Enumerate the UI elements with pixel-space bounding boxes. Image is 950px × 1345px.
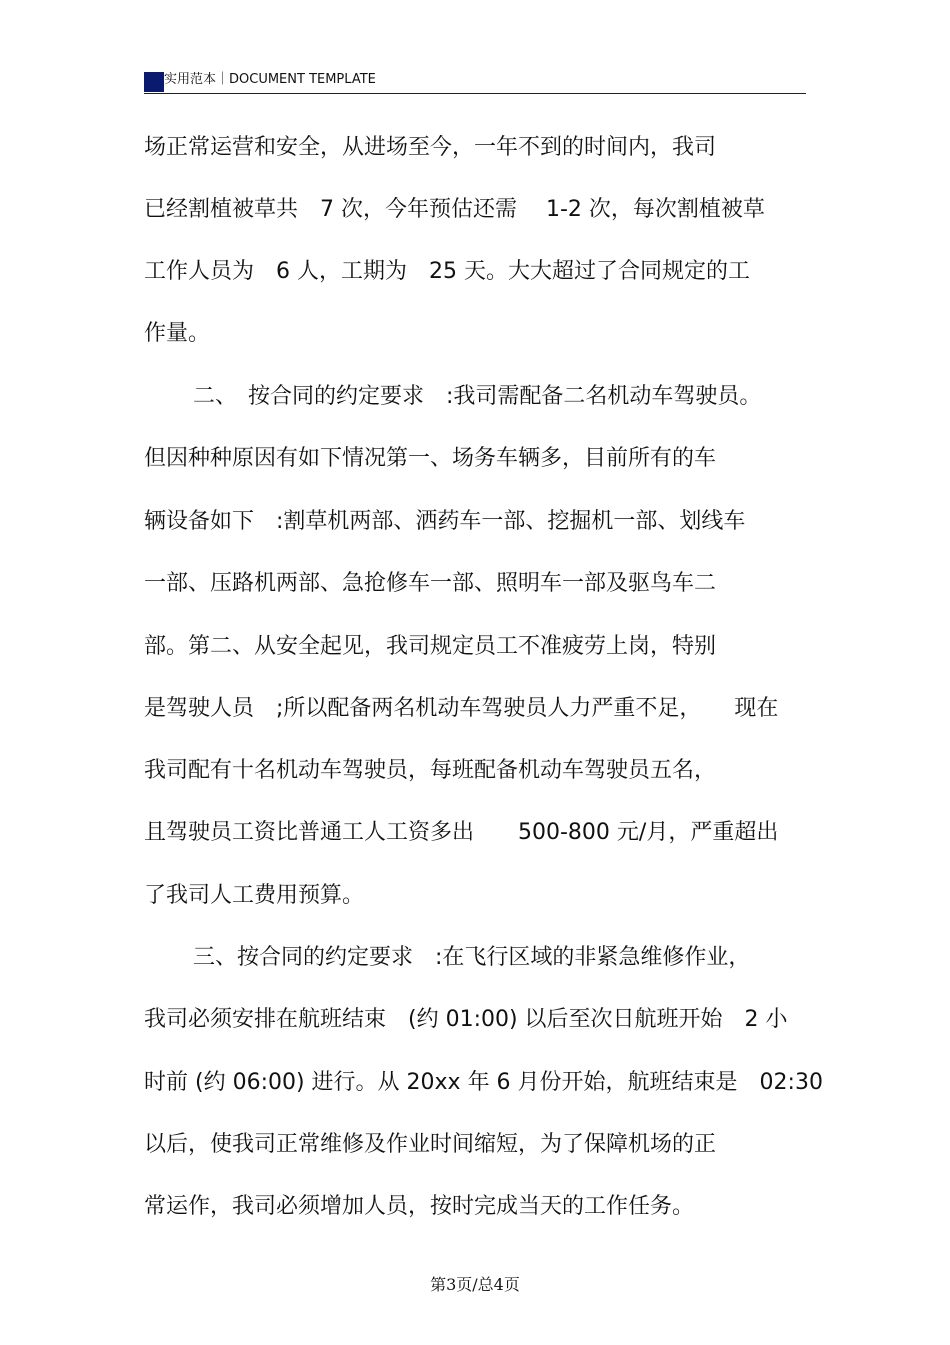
- body-line-1: 场正常运营和安全，从进场至今，一年不到的时间内，我司: [144, 135, 717, 160]
- body-line-18: 常运作，我司必须增加人员，按时完成当天的工作任务。: [144, 1194, 695, 1219]
- body-line-9: 部。第二、从安全起见，我司规定员工不准疲劳上岗，特别: [144, 634, 717, 659]
- body-line-5: 二、 按合同的约定要求 :我司需配备二名机动车驾驶员。: [193, 384, 762, 409]
- body-line-8: 一部、压路机两部、急抢修车一部、照明车一部及驱鸟车二: [144, 571, 717, 596]
- body-line-2: 已经割植被草共 7 次，今年预估还需 1-2 次，每次割植被草: [144, 197, 765, 222]
- body-line-16: 时前 (约 06:00) 进行。从 20xx 年 6 月份开始，航班结束是 02:30: [144, 1070, 823, 1095]
- body-line-17: 以后，使我司正常维修及作业时间缩短，为了保障机场的正: [144, 1132, 717, 1157]
- header-logo-square: [144, 72, 164, 92]
- body-line-6: 但因种种原因有如下情况第一、场务车辆多，目前所有的车: [144, 446, 717, 471]
- header-title: 实用范本｜DOCUMENT TEMPLATE: [164, 72, 376, 87]
- body-line-10: 是驾驶人员 ;所以配备两名机动车驾驶员人力严重不足， 现在: [144, 696, 779, 721]
- body-line-15: 我司必须安排在航班结束 (约 01:00) 以后至次日航班开始 2 小: [144, 1007, 788, 1032]
- body-line-3: 工作人员为 6 人，工期为 25 天。大大超过了合同规定的工: [144, 259, 750, 284]
- body-line-7: 辆设备如下 :割草机两部、洒药车一部、挖掘机一部、划线车: [144, 509, 746, 534]
- page-header: [144, 68, 806, 94]
- body-line-13: 了我司人工费用预算。: [144, 883, 365, 908]
- header-divider: [144, 93, 806, 94]
- page-number: 第3页/总4页: [430, 1275, 520, 1294]
- body-line-4: 作量。: [144, 321, 211, 346]
- body-line-14: 三、按合同的约定要求 :在飞行区域的非紧急维修作业，: [193, 945, 751, 970]
- body-line-12: 且驾驶员工资比普通工人工资多出 500-800 元/月，严重超出: [144, 820, 779, 845]
- body-line-11: 我司配有十名机动车驾驶员，每班配备机动车驾驶员五名，: [144, 758, 717, 783]
